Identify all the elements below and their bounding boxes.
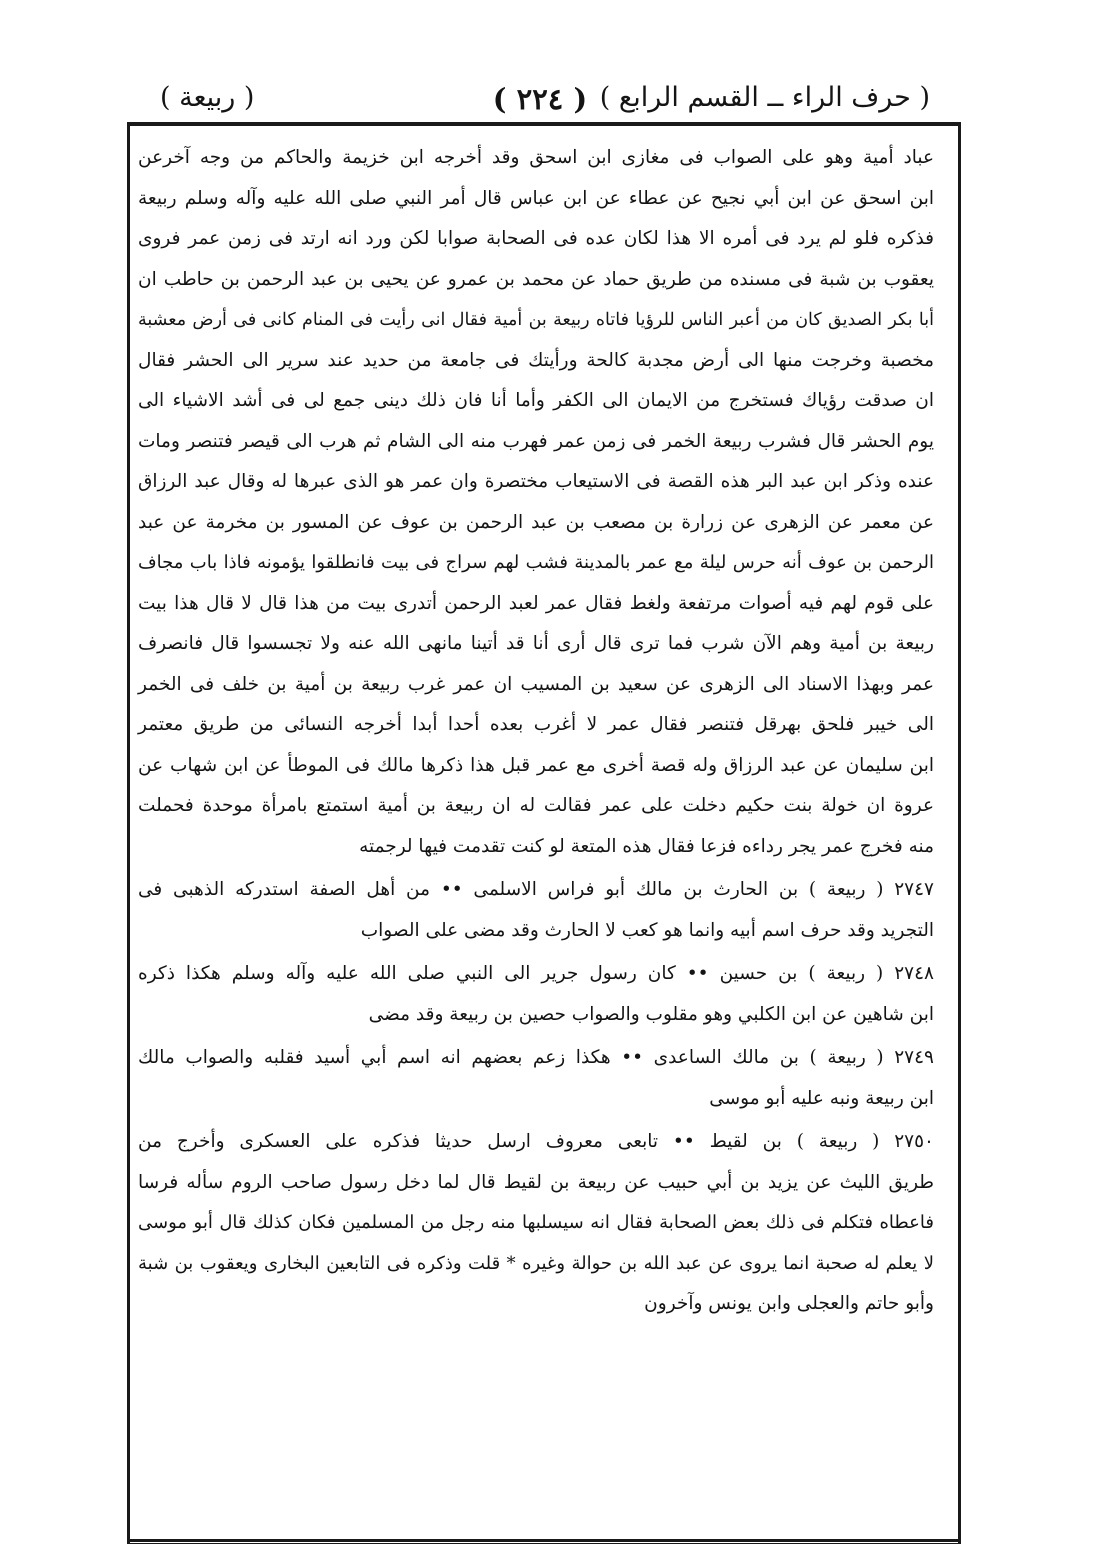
text-line: أبا بكر الصديق كان من أعبر الناس للرؤيا فاتاه ربيعة بن أمية فقال انى رأيت فى المنام كانى فى أرض معشبة <box>138 310 934 330</box>
text-line: على قوم لهم فيه أصوات مرتفعة ولغط فقال عمر لعبد الرحمن أتدرى بيت من هذا قال لا قال هذا بيت <box>138 592 934 614</box>
text-line: منه فخرج عمر يجر رداءه فزعا فقال هذه المتعة لو كنت تقدمت فيها لرجمته <box>359 835 934 857</box>
entry-2749-line: ٢٧٤٩ ( ربيعة ) بن مالك الساعدى •• هكذا زعم بعضهم انه اسم أبي أسيد فقلبه والصواب مالك <box>138 1047 934 1068</box>
text-line: عنده وذكر ابن عبد البر هذه القصة فى الاستيعاب مختصرة وان عمر هو الذى عبرها له وقال عبد الرزاق <box>138 471 934 492</box>
text-line: ربيعة بن أمية وهم الآن شرب فما ترى قال أرى أنا قد أتينا مانهى الله عنه ولا تجسسوا قال فانصرف <box>138 633 934 654</box>
entry-heading: ( ربيعة ) <box>160 82 255 113</box>
entry-2750-line: ٢٧٥٠ ( ربيعة ) بن لقيط •• تابعى معروف ارسل حديثا فذكره على العسكرى وأخرج من <box>138 1131 934 1152</box>
text-line: يوم الحشر قال فشرب ربيعة الخمر فى زمن عمر فهرب منه الى الشام ثم هرب الى قيصر فتنصر ومات <box>138 430 934 452</box>
text-line: عباد أمية وهو على الصواب فى مغازى ابن اسحق وقد أخرجه ابن خزيمة والحاكم من وجه آخرعن <box>138 147 934 168</box>
text-line: مخصبة وخرجت منها الى أرض مجدبة كالحة ورأيتك فى جامعة من حديد عند سرير الى الحشر فقال <box>138 349 934 371</box>
text-line: عروة ان خولة بنت حكيم دخلت على عمر فقالت له ان ربيعة بن أمية استمتع بامرأة موحدة فحملت <box>138 795 934 816</box>
entry-2748-line: ٢٧٤٨ ( ربيعة ) بن حسين •• كان رسول جرير الى النبي صلى الله عليه وآله وسلم هكذا ذكره <box>138 963 934 984</box>
entry-2747-line: ٢٧٤٧ ( ربيعة ) بن الحارث بن مالك أبو فراس الاسلمى •• من أهل الصفة استدركه الذهبى فى <box>138 879 934 900</box>
frame-bottom-rule <box>127 1539 961 1542</box>
text-line: ان صدقت رؤياك فستخرج من الايمان الى الكفر وأما أنا فان ذلك دينى جمع لى فى أشد الاشياء الى <box>138 390 934 411</box>
page-number: ( ٢٢٤ ) <box>492 82 588 116</box>
text-line: ابن اسحق عن ابن أبي نجيح عن عطاء عن ابن عباس قال أمر النبي صلى الله عليه وآله وسلم ربيعة <box>138 187 934 209</box>
page-header <box>150 76 930 126</box>
text-line: الرحمن بن عوف أنه حرس ليلة مع عمر بالمدينة فشب لهم سراج فى بيت فانطلقوا يؤمونه فاذا باب مجاف <box>138 552 934 573</box>
text-line: ابن سليمان عن عبد الرزاق وله قصة أخرى مع عمر قبل هذا ذكرها مالك فى الموطأ عن ابن شهاب عن <box>138 754 934 776</box>
text-line: فاعطاه فتكلم فى ذلك بعض الصحابة فقال انه سيسلبها منه رجل من المسلمين فكان كذلك قال أبو موسى <box>138 1212 934 1233</box>
text-line: ابن شاهين عن ابن الكلبي وهو مقلوب والصواب حصين بن ربيعة وقد مضى <box>368 1003 934 1025</box>
text-line: يعقوب بن شبة فى مسنده من طريق حماد عن محمد بن عمرو عن يحيى بن عبد الرحمن بن حاطب ان <box>138 268 934 290</box>
text-line: ابن ربيعة ونبه عليه أبو موسى <box>709 1087 934 1109</box>
text-line: وأبو حاتم والعجلى وابن يونس وآخرون <box>644 1293 934 1314</box>
text-line: فذكره فلو لم يرد فى أمره الا هذا لكان عده فى الصحابة صوابا لكن ورد انه ارتد فى زمن عمر فروى <box>138 228 934 249</box>
text-line: لا يعلم له صحبة انما يروى عن عبد الله بن حوالة وغيره * قلت وذكره فى التابعين البخارى ويعقوب بن شبة <box>138 1252 934 1274</box>
text-line: التجريد وقد حرف اسم أبيه وانما هو كعب لا الحارث وقد مضى على الصواب <box>360 919 934 941</box>
text-line: طريق الليث عن يزيد بن أبي حبيب عن ربيعة بن لقيط قال لما دخل رسول صاحب الروم سأله فرسا <box>138 1171 934 1193</box>
chapter-heading: ( حرف الراء ــ القسم الرابع ) <box>599 82 930 113</box>
text-body <box>138 138 934 1325</box>
text-line: عمر وبهذا الاسناد الى الزهرى عن سعيد بن المسيب ان عمر غرب ربيعة بن أمية بن خلف فى الخمر <box>138 673 934 695</box>
text-line: عن معمر عن الزهرى عن زرارة بن مصعب بن عبد الرحمن بن عوف عن المسور بن مخرمة عن عبد <box>138 511 934 533</box>
text-line: الى خيبر فلحق بهرقل فتنصر فقال عمر لا أغرب بعده أحدا أبدا أخرجه النسائى من طريق معتمر <box>138 714 934 735</box>
